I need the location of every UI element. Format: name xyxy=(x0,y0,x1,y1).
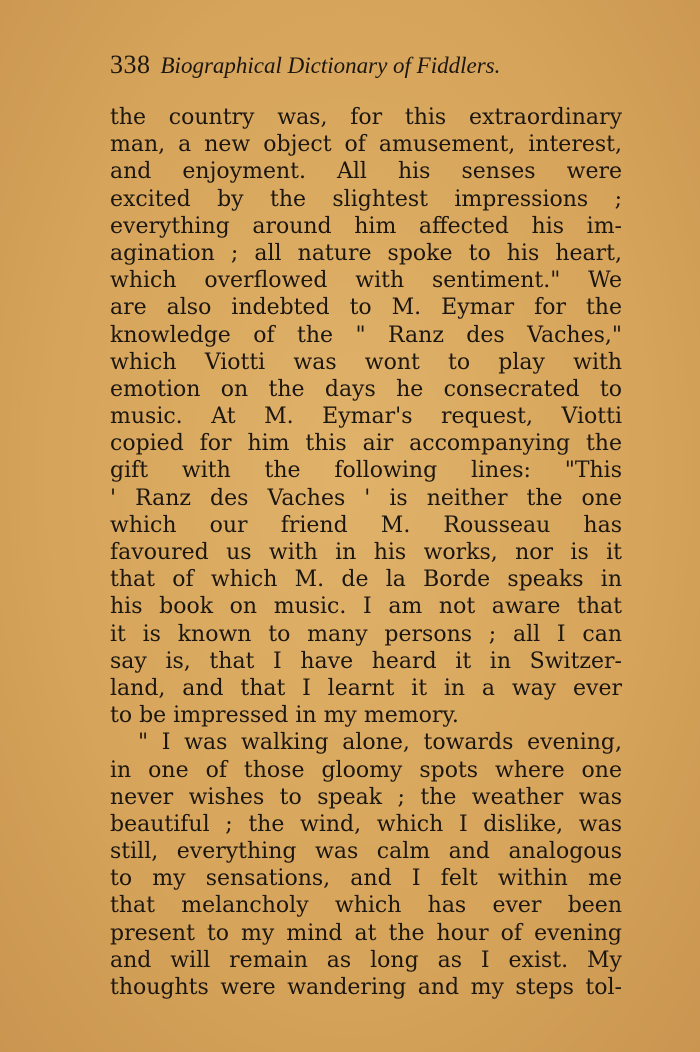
text-line: to my sensations, and I felt within me xyxy=(110,866,622,892)
text-line: knowledge of the " Ranz des Vaches," xyxy=(110,322,622,348)
text-line: everything around him affected his im- xyxy=(110,213,622,239)
text-line: never wishes to speak ; the weather was xyxy=(110,784,622,810)
text-line: in one of those gloomy spots where one xyxy=(110,757,622,783)
text-line: his book on music. I am not aware that xyxy=(110,594,622,620)
text-line: say is, that I have heard it in Switzer- xyxy=(110,648,622,674)
text-line: music. At M. Eymar's request, Viotti xyxy=(110,404,622,430)
text-line: which our friend M. Rousseau has xyxy=(110,512,622,538)
page-header xyxy=(110,50,610,86)
text-line: which Viotti was wont to play with xyxy=(110,349,622,375)
page-number: 338 xyxy=(110,50,151,79)
text-line: thoughts were wandering and my steps tol- xyxy=(110,975,622,1000)
text-line: man, a new object of amusement, interest, xyxy=(110,132,622,158)
text-line: gift with the following lines: "This xyxy=(110,458,622,484)
text-line: copied for him this air accompanying the xyxy=(110,431,622,457)
text-line: that melancholy which has ever been xyxy=(110,893,622,919)
text-line: that of which M. de la Borde speaks in xyxy=(110,567,622,593)
text-line: ' Ranz des Vaches ' is neither the one xyxy=(110,485,622,511)
text-line: land, and that I learnt it in a way ever xyxy=(110,675,622,701)
text-line: present to my mind at the hour of evening xyxy=(110,920,622,946)
text-line: " I was walking alone, towards evening, xyxy=(138,730,622,756)
text-line: it is known to many persons ; all I can xyxy=(110,621,622,647)
text-line: and will remain as long as I exist. My xyxy=(110,947,622,973)
text-line: favoured us with in his works, nor is it xyxy=(110,540,622,565)
text-line: excited by the slightest impressions ; xyxy=(110,186,622,212)
text-line: beautiful ; the wind, which I dislike, was xyxy=(110,811,622,837)
body-text xyxy=(110,104,622,1001)
text-line: still, everything was calm and analogous xyxy=(110,839,622,865)
text-line: emotion on the days he consecrated to xyxy=(110,376,622,402)
text-line: the country was, for this extraordinary xyxy=(110,105,622,130)
text-line: are also indebted to M. Eymar for the xyxy=(110,295,622,321)
text-line: agination ; all nature spoke to his heart, xyxy=(110,240,622,266)
text-line: which overflowed with sentiment." We xyxy=(110,268,622,294)
text-line: to be impressed in my memory. xyxy=(110,703,459,729)
text-line: and enjoyment. All his senses were xyxy=(110,159,622,185)
running-title: Biographical Dictionary of Fiddlers. xyxy=(160,53,501,78)
